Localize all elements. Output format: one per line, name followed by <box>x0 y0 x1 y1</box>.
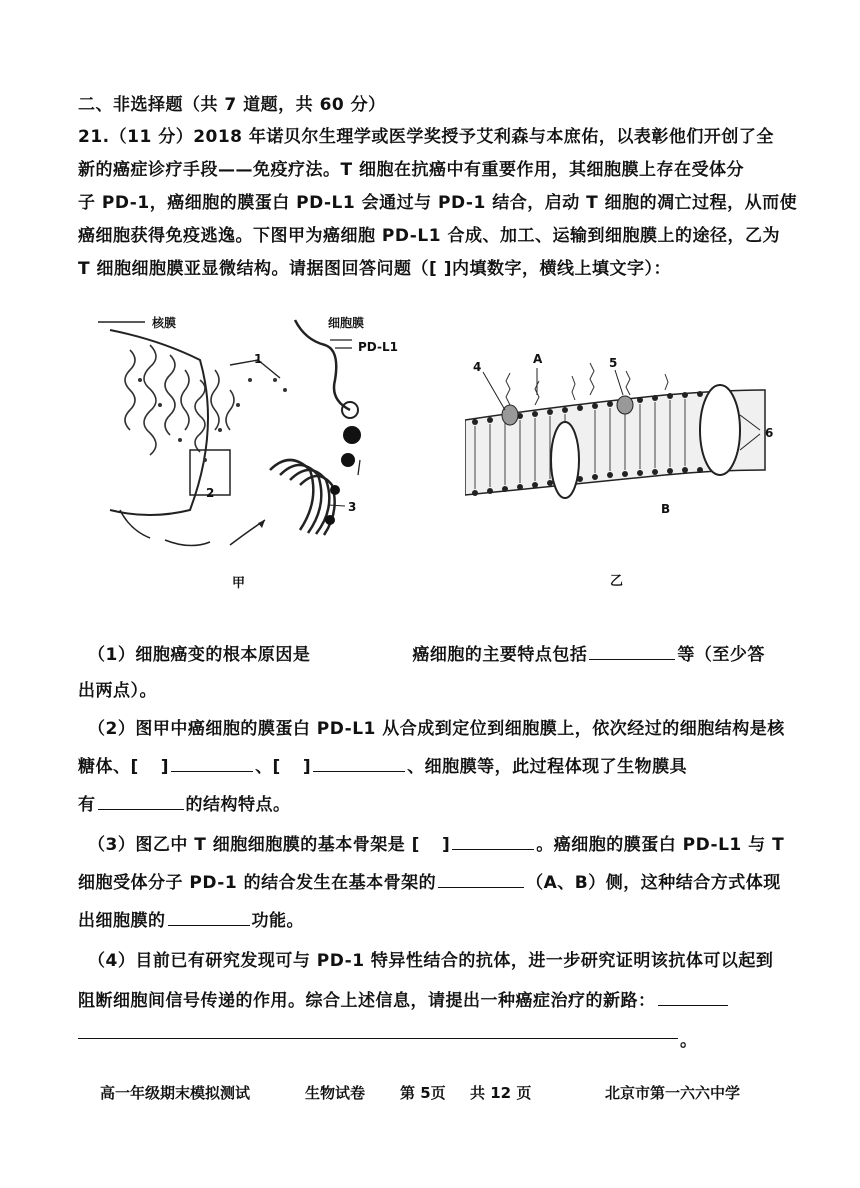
q4-end-mark: 。 <box>680 1031 698 1051</box>
q3-text-f: 出细胞膜的 <box>78 911 166 931</box>
caption-jia: 甲 <box>232 576 246 591</box>
intro-line-5: T 细胞细胞膜亚显微结构。请据图回答问题（[ ]内填数字，横线上填文字）： <box>78 259 671 279</box>
caption-yi: 乙 <box>610 574 624 589</box>
label-num-2: 2 <box>206 486 215 500</box>
intro-line-1: 21.（11 分）2018 年诺贝尔生理学或医学奖授予艾利森与本庶佑，以表彰他们开创了全 <box>78 127 774 147</box>
q3-blank-3[interactable] <box>168 909 250 926</box>
q3-text-b: ] <box>441 835 451 855</box>
label-side-b: B <box>661 502 671 516</box>
q2-text-d: 、[ <box>255 757 281 777</box>
q3-line-1 <box>88 830 784 855</box>
label-num-4: 4 <box>473 360 482 374</box>
footer-page: 第 5页 <box>400 1084 446 1102</box>
label-pd-l1: PD-L1 <box>358 340 398 354</box>
label-side-a: A <box>533 352 543 366</box>
q1-text-b: 癌细胞的主要特点包括 <box>412 645 588 665</box>
q4-line-1: （4）目前已有研究发现可与 PD-1 特异性结合的抗体，进一步研究证明该抗体可以起到 <box>88 951 774 971</box>
footer-school: 北京市第一六六中学 <box>605 1084 741 1102</box>
q2-text-h: 的结构特点。 <box>185 795 291 815</box>
q2-text-f: 、细胞膜等，此过程体现了生物膜具 <box>407 757 688 777</box>
q2-blank-3[interactable] <box>98 793 184 810</box>
q3-blank-2[interactable] <box>438 871 524 888</box>
intro-line-3: 子 PD-1，癌细胞的膜蛋白 PD-L1 会通过与 PD-1 结合，启动 T 细胞的凋亡过程，从而使 <box>78 193 798 213</box>
q2-line-1: （2）图甲中癌细胞的膜蛋白 PD-L1 从合成到定位到细胞膜上，依次经过的细胞结构是核 <box>88 719 785 739</box>
q2-blank-2[interactable] <box>313 755 405 772</box>
q3-text-g: 功能。 <box>251 911 304 931</box>
q3-text-c: 。癌细胞的膜蛋白 PD-L1 与 T <box>536 835 785 855</box>
q1-text-a: （1）细胞癌变的根本原因是 <box>88 645 311 665</box>
figure-yi <box>465 350 795 590</box>
q2-text-g: 有 <box>78 795 96 815</box>
q2-bracket-2[interactable] <box>283 755 301 772</box>
q3-text-a: （3）图乙中 T 细胞细胞膜的基本骨架是 [ <box>88 835 420 855</box>
q3-blank-1[interactable] <box>452 833 534 850</box>
q4-blank-1[interactable] <box>658 989 728 1006</box>
q1-text-c: 等（至少答 <box>677 645 765 665</box>
q1-line-2: 出两点）。 <box>78 681 157 701</box>
q4-text-b: 阻断细胞间信号传递的作用。综合上述信息，请提出一种癌症治疗的新路： <box>78 991 656 1011</box>
q2-text-e: ] <box>302 757 312 777</box>
figure-jia <box>90 310 420 590</box>
q1-blank-2[interactable] <box>589 643 675 660</box>
intro-line-2: 新的癌症诊疗手段——免疫疗法。T 细胞在抗癌中有重要作用，其细胞膜上存在受体分 <box>78 160 745 180</box>
label-num-3: 3 <box>348 500 357 514</box>
q3-bracket[interactable] <box>422 833 440 850</box>
label-num-1: 1 <box>254 352 263 366</box>
figure-yi-drawing <box>465 350 795 520</box>
q2-text-b: 糖体、[ <box>78 757 139 777</box>
q4-line-2 <box>78 986 730 1011</box>
q1-blank-1[interactable] <box>312 643 410 660</box>
footer-subject: 生物试卷 <box>305 1084 366 1102</box>
q2-line-2 <box>78 752 687 777</box>
q4-answer-line[interactable] <box>78 1038 678 1039</box>
q2-blank-1[interactable] <box>171 755 253 772</box>
q2-line-3 <box>78 790 291 815</box>
q3-text-e: （A、B）侧，这种结合方式体现 <box>526 873 781 893</box>
q3-line-2 <box>78 868 781 893</box>
q2-bracket-1[interactable] <box>141 755 159 772</box>
q2-text-c: ] <box>160 757 170 777</box>
label-cell-membrane: 细胞膜 <box>328 316 365 330</box>
q1-line-1 <box>88 640 765 665</box>
q3-text-d: 细胞受体分子 PD-1 的结合发生在基本骨架的 <box>78 873 437 893</box>
footer-grade: 高一年级期末模拟测试 <box>100 1084 251 1102</box>
label-num-5: 5 <box>609 356 618 370</box>
label-num-6: 6 <box>765 426 774 440</box>
footer-total: 共 12 页 <box>470 1084 532 1102</box>
intro-line-4: 癌细胞获得免疫逃逸。下图甲为癌细胞 PD-L1 合成、加工、运输到细胞膜上的途径，乙为 <box>78 226 780 246</box>
q3-line-3 <box>78 906 304 931</box>
label-nuclear-membrane: 核膜 <box>152 316 177 330</box>
section-title: 二、非选择题（共 7 道题，共 60 分） <box>78 95 386 115</box>
